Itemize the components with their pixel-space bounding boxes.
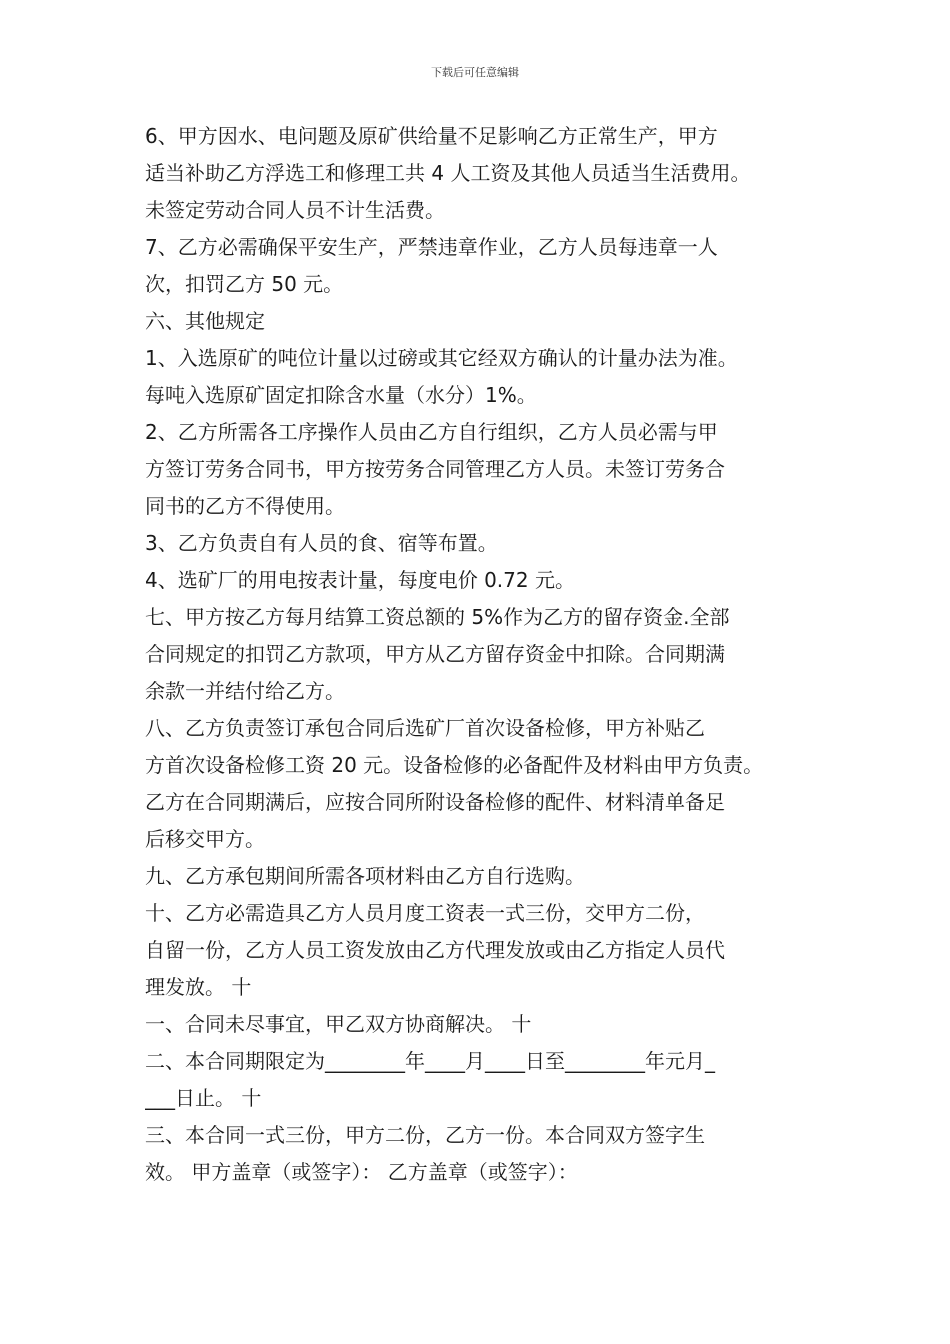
section-heading: 六、其他规定 [145, 309, 265, 333]
text-line: 余款一并结付给乙方。 [145, 679, 345, 703]
text-line: 十、乙方必需造具乙方人员月度工资表一式三份，交甲方二份， [145, 901, 705, 925]
text-line: 同书的乙方不得使用。 [145, 494, 345, 518]
text-line: 方首次设备检修工资 20 元。设备检修的必备配件及材料由甲方负责。 [145, 753, 764, 777]
text-line: 4、选矿厂的用电按表计量，每度电价 0.72 元。 [145, 568, 575, 592]
text-line: 八、乙方负责签订承包合同后选矿厂首次设备检修，甲方补贴乙 [145, 716, 705, 740]
text-line: 每吨入选原矿固定扣除含水量（水分）1%。 [145, 383, 537, 407]
text-line: 自留一份，乙方人员工资发放由乙方代理发放或由乙方指定人员代 [145, 938, 725, 962]
signature-line: 效。 甲方盖章（或签字）： 乙方盖章（或签字）： [145, 1160, 578, 1184]
text-line: 九、乙方承包期间所需各项材料由乙方自行选购。 [145, 864, 585, 888]
text-line: 7、乙方必需确保平安生产，严禁违章作业，乙方人员每违章一人 [145, 235, 718, 259]
text-line: 未签定劳动合同人员不计生活费。 [145, 198, 445, 222]
text-line: 七、甲方按乙方每月结算工资总额的 5%作为乙方的留存资金.全部 [145, 605, 730, 629]
text-line: 理发放。 十 [145, 975, 252, 999]
text-line: 二、本合同期限定为________年____月____日至________年元月_ [145, 1049, 715, 1073]
text-line: 一、合同未尽事宜，甲乙双方协商解决。 十 [145, 1012, 532, 1036]
text-line: 1、入选原矿的吨位计量以过磅或其它经双方确认的计量办法为准。 [145, 346, 738, 370]
text-line: 6、甲方因水、电问题及原矿供给量不足影响乙方正常生产，甲方 [145, 124, 718, 148]
text-line: 次，扣罚乙方 50 元。 [145, 272, 344, 296]
text-line: 3、乙方负责自有人员的食、宿等布置。 [145, 531, 498, 555]
text-line: 后移交甲方。 [145, 827, 265, 851]
text-line: 合同规定的扣罚乙方款项，甲方从乙方留存资金中扣除。合同期满 [145, 642, 725, 666]
text-line: 三、本合同一式三份，甲方二份，乙方一份。本合同双方签字生 [145, 1123, 705, 1147]
document-body [145, 118, 815, 1191]
text-line: ___日止。 十 [145, 1086, 262, 1110]
text-line: 乙方在合同期满后，应按合同所附设备检修的配件、材料清单备足 [145, 790, 725, 814]
text-line: 2、乙方所需各工序操作人员由乙方自行组织，乙方人员必需与甲 [145, 420, 718, 444]
page-header-note: 下载后可任意编辑 [431, 66, 519, 79]
text-line: 适当补助乙方浮选工和修理工共 4 人工资及其他人员适当生活费用。 [145, 161, 751, 185]
text-line: 方签订劳务合同书，甲方按劳务合同管理乙方人员。未签订劳务合 [145, 457, 725, 481]
